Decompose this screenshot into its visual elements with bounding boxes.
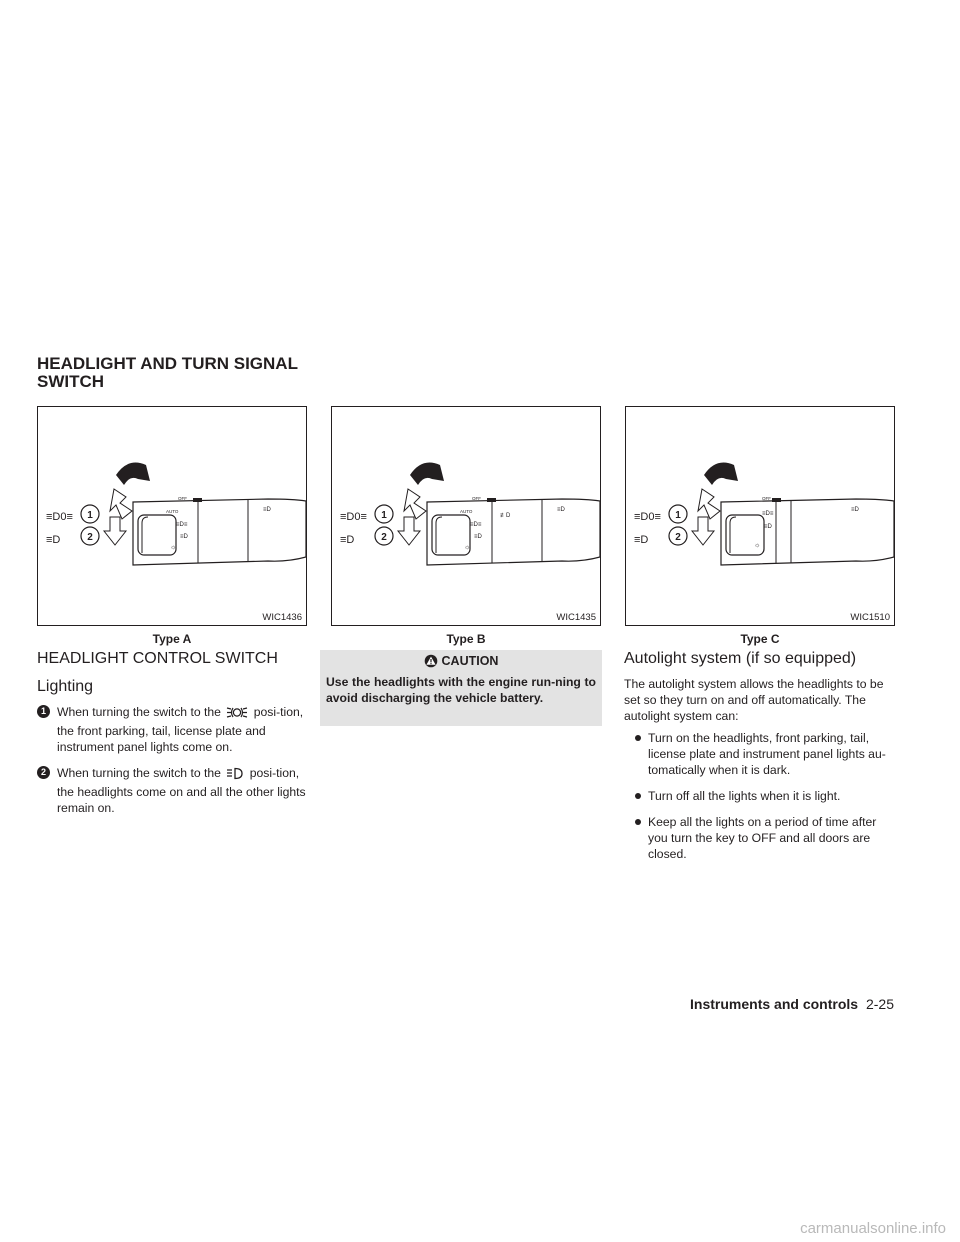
watermark: carmanualsonline.info xyxy=(800,1220,946,1237)
switch-illustration-type-c xyxy=(626,407,894,625)
svg-text:≡D: ≡D xyxy=(851,507,859,513)
svg-text:☼: ☼ xyxy=(170,544,177,551)
off-label: OFF xyxy=(472,496,481,501)
figure-code: WIC1510 xyxy=(850,612,890,623)
figure-caption-type-c: Type C xyxy=(740,632,780,646)
parking-lights-icon xyxy=(226,706,248,723)
callout-1: 1 xyxy=(381,510,387,521)
svg-text:≡D: ≡D xyxy=(46,534,61,546)
step-number-badge: 2 xyxy=(37,766,50,779)
callout-1: 1 xyxy=(87,510,93,521)
autolight-list xyxy=(624,730,896,862)
svg-text:≡D≡: ≡D≡ xyxy=(470,522,482,528)
list-item: Turn off all the lights when it is light. xyxy=(624,788,896,804)
callout-2: 2 xyxy=(381,532,387,543)
callout-2: 2 xyxy=(87,532,93,543)
svg-text:≡D: ≡D xyxy=(764,524,772,530)
caution-box xyxy=(320,650,602,726)
svg-text:≡D: ≡D xyxy=(557,507,565,513)
svg-text:≡D: ≡D xyxy=(340,534,355,546)
headlight-icon xyxy=(226,767,244,784)
section-title-line1: HEADLIGHT AND TURN SIGNAL xyxy=(37,354,298,373)
section-title xyxy=(37,355,298,391)
svg-text:≡D: ≡D xyxy=(180,534,188,540)
step-number-badge: 1 xyxy=(37,705,50,718)
svg-text:≡D0≡: ≡D0≡ xyxy=(340,511,367,523)
list-item: Keep all the lights on a period of time after you turn the key to OFF and all doors are closed. xyxy=(624,814,896,862)
chapter-title: Instruments and controls xyxy=(690,996,859,1012)
svg-text:≡D≡: ≡D≡ xyxy=(762,511,774,517)
switch-illustration-type-a xyxy=(38,407,306,625)
caution-header xyxy=(320,650,602,672)
svg-text:≡D: ≡D xyxy=(634,534,649,546)
callout-1: 1 xyxy=(675,510,681,521)
svg-text:≡D≡: ≡D≡ xyxy=(176,522,188,528)
svg-text:≡D: ≡D xyxy=(474,534,482,540)
off-label: OFF xyxy=(178,496,187,501)
autolight-intro: The autolight system allows the headlights to be set so they turn on and off automatically. The autolight system can: xyxy=(624,677,884,723)
svg-text:☼: ☼ xyxy=(464,544,471,551)
caution-title: CAUTION xyxy=(441,654,499,668)
auto-label: AUTO xyxy=(460,509,473,514)
svg-text:≢D: ≢D xyxy=(500,513,511,519)
lighting-instructions xyxy=(37,704,309,826)
figure-code: WIC1436 xyxy=(262,612,302,623)
lighting-subheading: Lighting xyxy=(37,678,94,695)
list-item: 1 When turning the switch to the posi-tion, the front parking, tail, license plate and instrument panel lights come on. xyxy=(37,704,309,755)
headlight-control-heading: HEADLIGHT CONTROL SWITCH xyxy=(37,650,278,667)
section-title-line2: SWITCH xyxy=(37,372,105,391)
figure-type-a xyxy=(37,406,307,626)
off-label: OFF xyxy=(762,496,771,501)
page-footer xyxy=(690,996,894,1012)
auto-label: AUTO xyxy=(166,509,179,514)
figure-type-b xyxy=(331,406,601,626)
figure-caption-type-a: Type A xyxy=(152,632,192,646)
caution-text: Use the headlights with the engine run-ning to avoid discharging the vehicle battery. xyxy=(326,675,596,705)
switch-illustration-type-b xyxy=(332,407,600,625)
list-item: 2 When turning the switch to the posi-tion, the headlights come on and all the other lights remain on. xyxy=(37,765,309,816)
page-number: 2-25 xyxy=(865,996,894,1012)
svg-text:☼: ☼ xyxy=(754,542,761,549)
svg-text:≡D0≡: ≡D0≡ xyxy=(46,511,73,523)
autolight-heading: Autolight system (if so equipped) xyxy=(624,650,857,667)
autolight-section xyxy=(624,676,896,872)
figure-caption-type-b: Type B xyxy=(446,632,486,646)
svg-text:≡D0≡: ≡D0≡ xyxy=(634,511,661,523)
svg-text:≡D: ≡D xyxy=(263,507,271,513)
callout-2: 2 xyxy=(675,532,681,543)
figure-code: WIC1435 xyxy=(556,612,596,623)
list-item: Turn on the headlights, front parking, tail, license plate and instrument panel lights au-tomatically when it is dark. xyxy=(624,730,896,778)
warning-icon xyxy=(424,654,438,668)
figure-type-c xyxy=(625,406,895,626)
